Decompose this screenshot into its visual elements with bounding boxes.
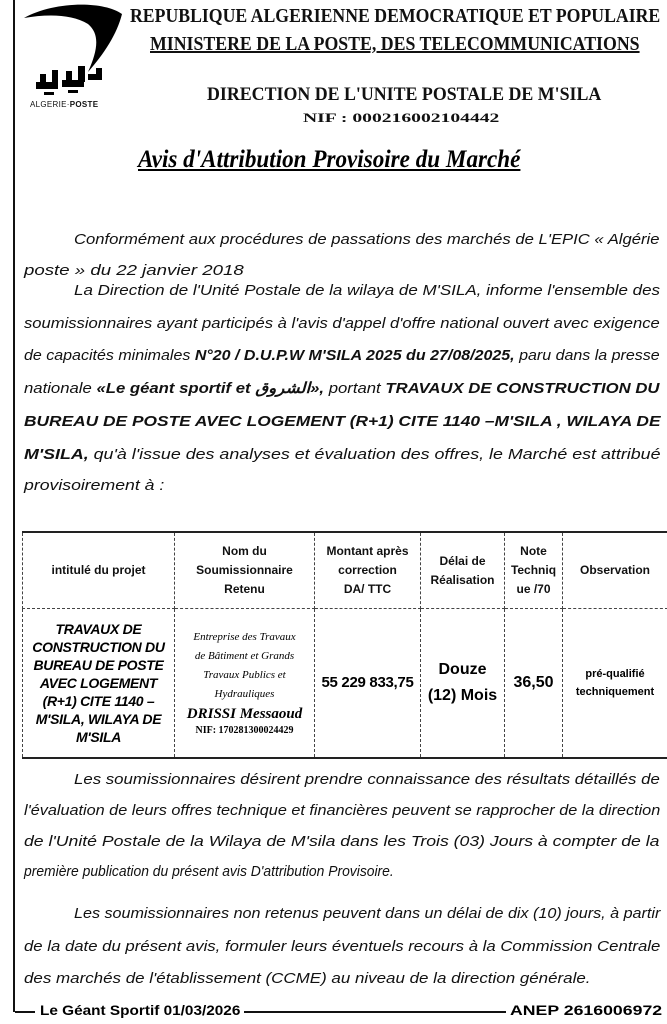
- logo-wordmark: ALGERIE·POSTE: [30, 100, 99, 109]
- contractor-nif: NIF: 170281300024429: [195, 725, 294, 736]
- cell-soumissionnaire: Entreprise des Travaux de Bâtiment et Grands Travaux Publics et Hydrauliques DRISSI Messaoud NIF: 170281300024429: [175, 609, 315, 759]
- cell-observation: pré-qualifié techniquement: [563, 609, 667, 759]
- header-soumissionnaire: Nom du Soumissionnaire Retenu: [175, 532, 315, 609]
- body-text: nationale: [24, 380, 97, 397]
- header-delai: Délai de Réalisation: [421, 532, 505, 609]
- logo-arabic-mark-icon: [36, 66, 102, 95]
- cell-montant: 55 229 833,75: [315, 609, 421, 759]
- logo-text-bold: POSTE: [69, 100, 99, 109]
- left-border: [13, 0, 15, 1012]
- results-line: l'évaluation de leurs offres technique et financières peuvent se rapprocher de la direction: [24, 802, 661, 819]
- body-line: [24, 346, 660, 368]
- header-montant: Montant après correction DA/ TTC: [315, 532, 421, 609]
- table-header-row: [23, 532, 667, 609]
- body-line: [24, 445, 660, 467]
- attribution-table: [22, 531, 667, 759]
- appeal-line: Les soumissionnaires non retenus peuvent dans un délai de dix (10) jours, à partir: [74, 905, 661, 922]
- cell-note: 36,50: [505, 609, 563, 759]
- contractor-name: DRISSI Messaoud: [186, 706, 303, 722]
- notice-title: Avis d'Attribution Provisoire du Marché: [138, 146, 521, 173]
- appeal-line: des marchés de l'établissement (CCME) au niveau de la direction générale.: [24, 970, 591, 987]
- table-row: [23, 609, 667, 759]
- results-line: de l'Unité Postale de la Wilaya de M'sila dans les Trois (03) Jours à compter de la: [24, 833, 660, 850]
- republic-heading: REPUBLIQUE ALGERIENNE DEMOCRATIQUE ET POPULAIRE: [130, 5, 661, 27]
- header-note: Note Techniq ue /70: [505, 532, 563, 609]
- footer-anep-reference: ANEP 2616006972: [510, 1003, 663, 1018]
- body-text: de capacités minimales: [24, 347, 195, 364]
- body-text: qu'à l'issue des analyses et évaluation des offres, le Marché est attribué: [88, 446, 661, 463]
- tender-reference: N°20 / D.U.P.W M'SILA 2025 du 27/08/2025,: [194, 347, 515, 364]
- results-line: première publication du présent avis D'attribution Provisoire.: [24, 863, 394, 880]
- footer-rule-left: [15, 1011, 35, 1013]
- results-line: Les soumissionnaires désirent prendre connaissance des résultats détaillés de: [74, 771, 660, 788]
- header-projet: intitulé du projet: [23, 532, 175, 609]
- logo-text-light: ALGERIE: [30, 100, 67, 109]
- cell-delai: Douze (12) Mois: [421, 609, 505, 759]
- newspapers: «Le géant sportif et الشروق»,: [96, 380, 325, 397]
- cell-projet: TRAVAUX DE CONSTRUCTION DU BUREAU DE POSTE AVEC LOGEMENT (R+1) CITE 1140 – M'SILA, WILAYA DE M'SILA: [23, 609, 175, 759]
- body-line: provisoirement à :: [24, 477, 165, 494]
- project-title: TRAVAUX DE CONSTRUCTION DU: [385, 380, 660, 397]
- project-title: BUREAU DE POSTE AVEC LOGEMENT (R+1) CITE 1140 –M'SILA , WILAYA DE: [24, 413, 661, 430]
- footer-publication: Le Géant Sportif 01/03/2026: [40, 1003, 241, 1018]
- body-text: paru dans la presse: [514, 347, 660, 364]
- ministry-heading: MINISTERE DE LA POSTE, DES TELECOMMUNICATIONS: [150, 33, 640, 55]
- appeal-line: de la date du présent avis, formuler leurs éventuels recours à la Commission Centrale: [24, 938, 661, 955]
- algerie-poste-logo: [22, 4, 132, 100]
- header-observation: Observation: [563, 532, 667, 609]
- intro-line: Conformément aux procédures de passations des marchés de L'EPIC « Algérie: [74, 231, 660, 248]
- body-line: La Direction de l'Unité Postale de la wilaya de M'SILA, informe l'ensemble des: [74, 282, 661, 299]
- direction-nif: NIF : 000216002104442: [303, 110, 500, 125]
- footer-rule: [244, 1011, 506, 1013]
- body-line: soumissionnaires ayant participés à l'avis d'appel d'offre national ouvert avec exigence: [24, 315, 660, 332]
- direction-heading: DIRECTION DE L'UNITE POSTALE DE M'SILA: [207, 84, 602, 105]
- logo-swoosh-icon: [22, 4, 132, 100]
- project-title: M'SILA,: [24, 446, 89, 463]
- body-line: [24, 379, 660, 401]
- intro-line: poste » du 22 janvier 2018: [24, 262, 244, 279]
- body-text: portant: [324, 380, 386, 397]
